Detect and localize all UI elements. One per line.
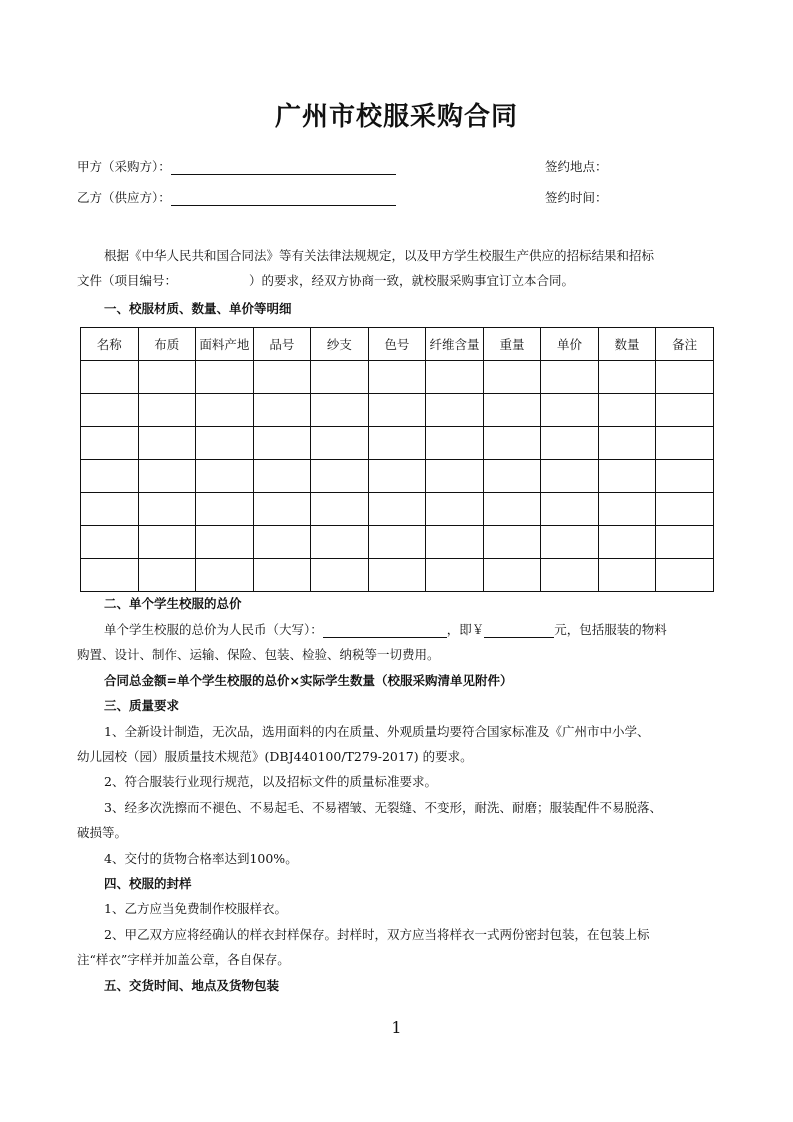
table-cell[interactable] [196, 460, 254, 493]
table-cell[interactable] [138, 361, 196, 394]
table-header-cell: 名称 [81, 328, 139, 361]
table-cell[interactable] [311, 394, 369, 427]
table-cell[interactable] [311, 361, 369, 394]
price-words-blank[interactable] [323, 624, 447, 638]
table-cell[interactable] [138, 394, 196, 427]
quality-item-4: 4、交付的货物合格率达到100%。 [104, 851, 298, 866]
quality-item-3-line-2: 破损等。 [77, 825, 128, 840]
table-cell[interactable] [138, 427, 196, 460]
quality-item-1-line-1: 1、全新设计制造，无次品，选用面料的内在质量、外观质量均要符合国家标准及《广州市中小学、 [104, 724, 650, 739]
table-cell[interactable] [483, 427, 541, 460]
table-cell[interactable] [253, 526, 311, 559]
table-cell[interactable] [81, 493, 139, 526]
table-row [81, 493, 714, 526]
table-cell[interactable] [138, 526, 196, 559]
section-5-heading: 五、交货时间、地点及货物包装 [104, 978, 280, 993]
sample-item-2-line-2: 注“样衣”字样并加盖公章，各自保存。 [77, 952, 290, 967]
party-a-label: 甲方（采购方）： [77, 159, 171, 174]
table-cell[interactable] [196, 559, 254, 592]
section-4-heading: 四、校服的封样 [104, 876, 192, 891]
signing-place-label: 签约地点： [545, 159, 608, 174]
table-cell[interactable] [483, 493, 541, 526]
party-b-field [77, 188, 396, 206]
table-cell[interactable] [368, 361, 426, 394]
table-cell[interactable] [541, 394, 599, 427]
section-2-heading: 二、单个学生校服的总价 [104, 596, 242, 611]
table-cell[interactable] [541, 361, 599, 394]
table-cell[interactable] [253, 427, 311, 460]
quality-item-3-line-1: 3、经多次洗擦而不褪色、不易起毛、不易褶皱、无裂缝、不变形，耐洗、耐磨；服装配件不易脱落、 [104, 800, 662, 815]
table-header-cell: 纱支 [311, 328, 369, 361]
table-cell[interactable] [483, 559, 541, 592]
price-number-blank[interactable] [484, 624, 554, 638]
table-row [81, 361, 714, 394]
table-cell[interactable] [81, 427, 139, 460]
quality-item-1-line-2: 幼儿园校（园）服质量技术规范》(DBJ440100/T279-2017) 的要求。 [77, 749, 473, 764]
table-header-cell: 备注 [656, 328, 714, 361]
table-cell[interactable] [541, 493, 599, 526]
table-cell[interactable] [426, 361, 484, 394]
table-cell[interactable] [426, 427, 484, 460]
table-cell[interactable] [253, 559, 311, 592]
intro-line-2-suffix: ）的要求，经双方协商一致，就校服采购事宜订立本合同。 [249, 273, 575, 288]
spec-table-header-row [81, 328, 714, 361]
table-cell[interactable] [598, 526, 656, 559]
document-title: 广州市校服采购合同 [274, 102, 518, 132]
table-cell[interactable] [311, 493, 369, 526]
table-cell[interactable] [311, 559, 369, 592]
table-header-cell: 布质 [138, 328, 196, 361]
table-cell[interactable] [311, 460, 369, 493]
table-cell[interactable] [541, 427, 599, 460]
spec-table-body [81, 361, 714, 592]
price-suffix: 元，包括服装的物料 [554, 622, 667, 637]
table-cell[interactable] [656, 526, 714, 559]
table-cell[interactable] [196, 526, 254, 559]
table-cell[interactable] [541, 526, 599, 559]
total-amount-formula: 合同总金额=单个学生校服的总价×实际学生数量（校服采购清单见附件） [104, 673, 513, 688]
table-cell[interactable] [368, 493, 426, 526]
price-line [77, 620, 744, 638]
table-cell[interactable] [196, 427, 254, 460]
table-row [81, 394, 714, 427]
table-cell[interactable] [368, 526, 426, 559]
table-header-cell: 单价 [541, 328, 599, 361]
table-cell[interactable] [196, 394, 254, 427]
table-cell[interactable] [426, 394, 484, 427]
table-cell[interactable] [656, 361, 714, 394]
section-1-heading: 一、校服材质、数量、单价等明细 [104, 301, 292, 316]
party-a-blank[interactable] [171, 161, 396, 175]
table-cell[interactable] [656, 394, 714, 427]
intro-line-1: 根据《中华人民共和国合同法》等有关法律法规规定，以及甲方学生校服生产供应的招标结果和招标 [104, 248, 655, 263]
table-cell[interactable] [656, 427, 714, 460]
table-cell[interactable] [81, 361, 139, 394]
table-cell[interactable] [138, 493, 196, 526]
signing-time-label: 签约时间： [545, 190, 608, 205]
table-cell[interactable] [598, 460, 656, 493]
table-row [81, 559, 714, 592]
table-cell[interactable] [81, 559, 139, 592]
table-cell[interactable] [483, 460, 541, 493]
table-cell[interactable] [656, 460, 714, 493]
table-cell[interactable] [311, 526, 369, 559]
table-row [81, 526, 714, 559]
table-cell[interactable] [426, 493, 484, 526]
signing-place-field [545, 157, 608, 175]
table-cell[interactable] [483, 394, 541, 427]
table-cell[interactable] [656, 493, 714, 526]
table-cell[interactable] [196, 493, 254, 526]
signing-time-field [545, 188, 608, 206]
table-cell[interactable] [368, 460, 426, 493]
sample-item-2-line-1: 2、甲乙双方应将经确认的样衣封样保存。封样时，双方应当将样衣一式两份密封包装，在包装上标 [104, 927, 650, 942]
project-number-label: 文件（项目编号： [77, 273, 178, 288]
table-cell[interactable] [253, 493, 311, 526]
party-b-label: 乙方（供应方）： [77, 190, 171, 205]
table-cell[interactable] [426, 460, 484, 493]
table-cell[interactable] [656, 559, 714, 592]
section-3-heading: 三、质量要求 [104, 698, 180, 713]
table-cell[interactable] [483, 361, 541, 394]
table-header-cell: 面料产地 [196, 328, 254, 361]
price-mid: ，即￥ [446, 622, 485, 637]
price-prefix: 单个学生校服的总价为人民币（大写）： [104, 622, 323, 637]
table-cell[interactable] [598, 559, 656, 592]
table-cell[interactable] [368, 559, 426, 592]
party-a-field [77, 157, 396, 175]
table-header-cell: 色号 [368, 328, 426, 361]
table-cell[interactable] [253, 460, 311, 493]
table-cell[interactable] [368, 394, 426, 427]
table-header-cell: 数量 [598, 328, 656, 361]
table-cell[interactable] [311, 427, 369, 460]
sample-item-1: 1、乙方应当免费制作校服样衣。 [104, 901, 287, 916]
table-cell[interactable] [253, 361, 311, 394]
intro-line-2 [77, 271, 717, 289]
table-cell[interactable] [138, 559, 196, 592]
table-header-cell: 纤维含量 [426, 328, 484, 361]
table-cell[interactable] [253, 394, 311, 427]
price-line-2: 购置、设计、制作、运输、保险、包装、检验、纳税等一切费用。 [77, 647, 440, 662]
table-cell[interactable] [598, 394, 656, 427]
spec-table [80, 327, 714, 592]
table-row [81, 427, 714, 460]
table-cell[interactable] [196, 361, 254, 394]
table-header-cell: 品号 [253, 328, 311, 361]
table-cell[interactable] [483, 526, 541, 559]
table-cell[interactable] [598, 427, 656, 460]
table-cell[interactable] [81, 526, 139, 559]
table-row [81, 460, 714, 493]
table-cell[interactable] [541, 460, 599, 493]
table-cell[interactable] [138, 460, 196, 493]
table-cell[interactable] [368, 427, 426, 460]
party-b-blank[interactable] [171, 192, 396, 206]
table-header-cell: 重量 [483, 328, 541, 361]
page-number: 1 [391, 1018, 402, 1037]
table-cell[interactable] [81, 394, 139, 427]
table-cell[interactable] [541, 559, 599, 592]
table-cell[interactable] [426, 526, 484, 559]
quality-item-2: 2、符合服装行业现行规范，以及招标文件的质量标准要求。 [104, 774, 437, 789]
table-cell[interactable] [598, 361, 656, 394]
table-cell[interactable] [426, 559, 484, 592]
table-cell[interactable] [598, 493, 656, 526]
table-cell[interactable] [81, 460, 139, 493]
